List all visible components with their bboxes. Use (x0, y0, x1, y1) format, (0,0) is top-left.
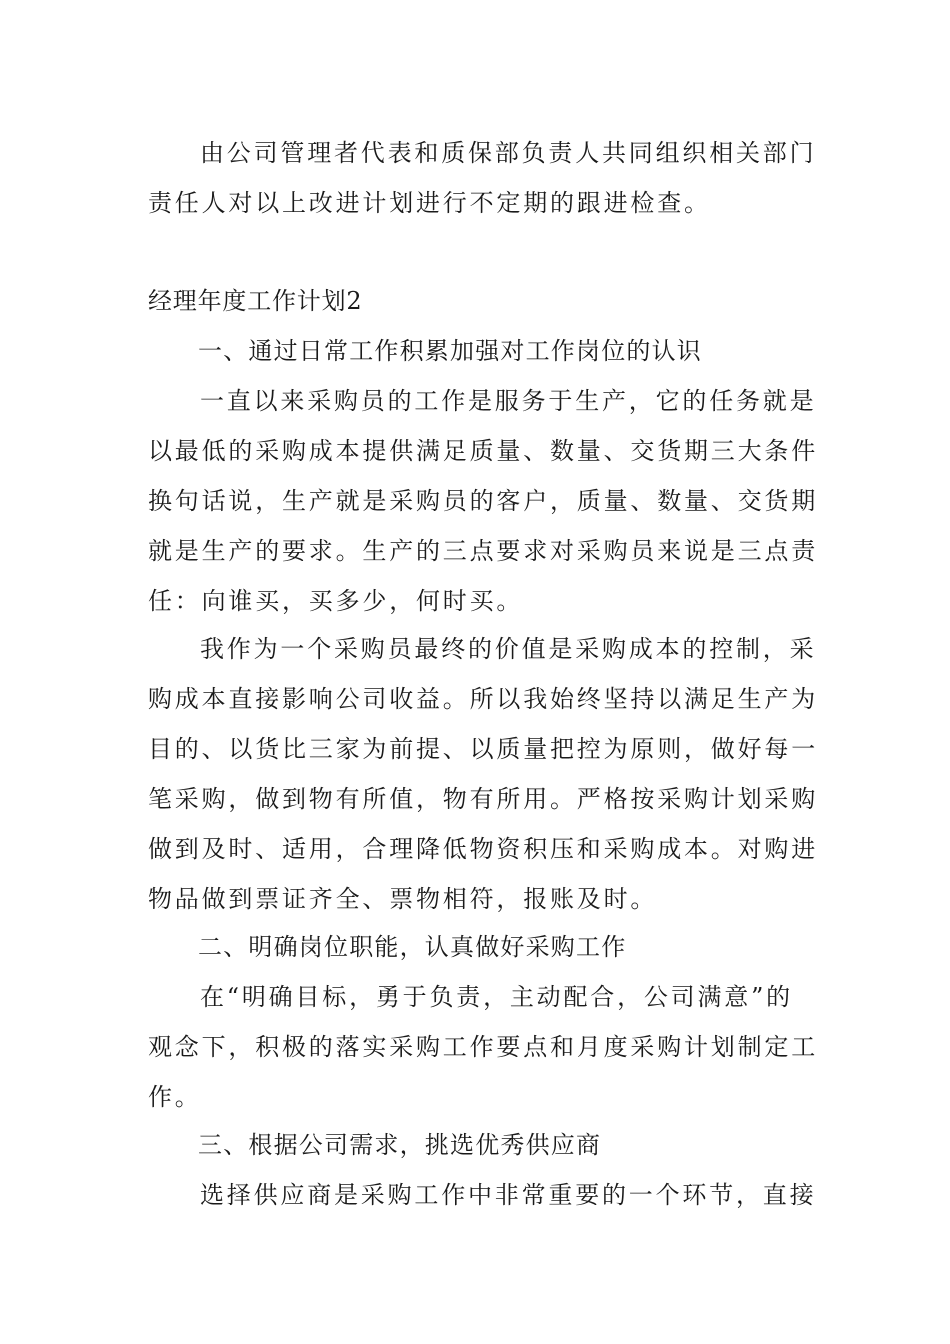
paragraph-line: 物品做到票证齐全、票物相符，报账及时。 (148, 885, 658, 913)
paragraph-line: 我作为一个采购员最终的价值是采购成本的控制，采 (200, 635, 817, 663)
paragraph-line: 观念下，积极的落实采购工作要点和月度采购计划制定工 (148, 1033, 818, 1061)
section-heading: 二、明确岗位职能，认真做好采购工作 (198, 933, 627, 961)
paragraph-line: 任：向谁买，买多少，何时买。 (148, 587, 524, 615)
paragraph-line: 就是生产的要求。生产的三点要求对采购员来说是三点责 (148, 537, 818, 565)
section-heading: 三、根据公司需求，挑选优秀供应商 (198, 1131, 602, 1159)
paragraph-line: 选择供应商是采购工作中非常重要的一个环节，直接 (200, 1181, 817, 1209)
paragraph-line: 目的、以货比三家为前提、以质量把控为原则，做好每一 (148, 735, 818, 763)
paragraph-line: 以最低的采购成本提供满足质量、数量、交货期三大条件 (148, 437, 818, 465)
paragraph-line: 在“明确目标，勇于负责，主动配合，公司满意”的 (200, 983, 793, 1011)
paragraph-line: 做到及时、适用，合理降低物资积压和采购成本。对购进 (148, 835, 818, 863)
paragraph-line: 购成本直接影响公司收益。所以我始终坚持以满足生产为 (148, 685, 818, 713)
paragraph-line: 笔采购，做到物有所值，物有所用。严格按采购计划采购 (148, 785, 818, 813)
paragraph-line: 换句话说，生产就是采购员的客户，质量、数量、交货期 (148, 487, 818, 515)
paragraph-line: 作。 (148, 1083, 202, 1111)
section-heading: 一、通过日常工作积累加强对工作岗位的认识 (198, 337, 702, 365)
paragraph-line: 一直以来采购员的工作是服务于生产，它的任务就是 (200, 387, 817, 415)
paragraph-line: 由公司管理者代表和质保部负责人共同组织相关部门 (200, 139, 817, 167)
document-title: 经理年度工作计划2 (148, 287, 363, 315)
paragraph-line: 责任人对以上改进计划进行不定期的跟进检查。 (148, 189, 711, 217)
